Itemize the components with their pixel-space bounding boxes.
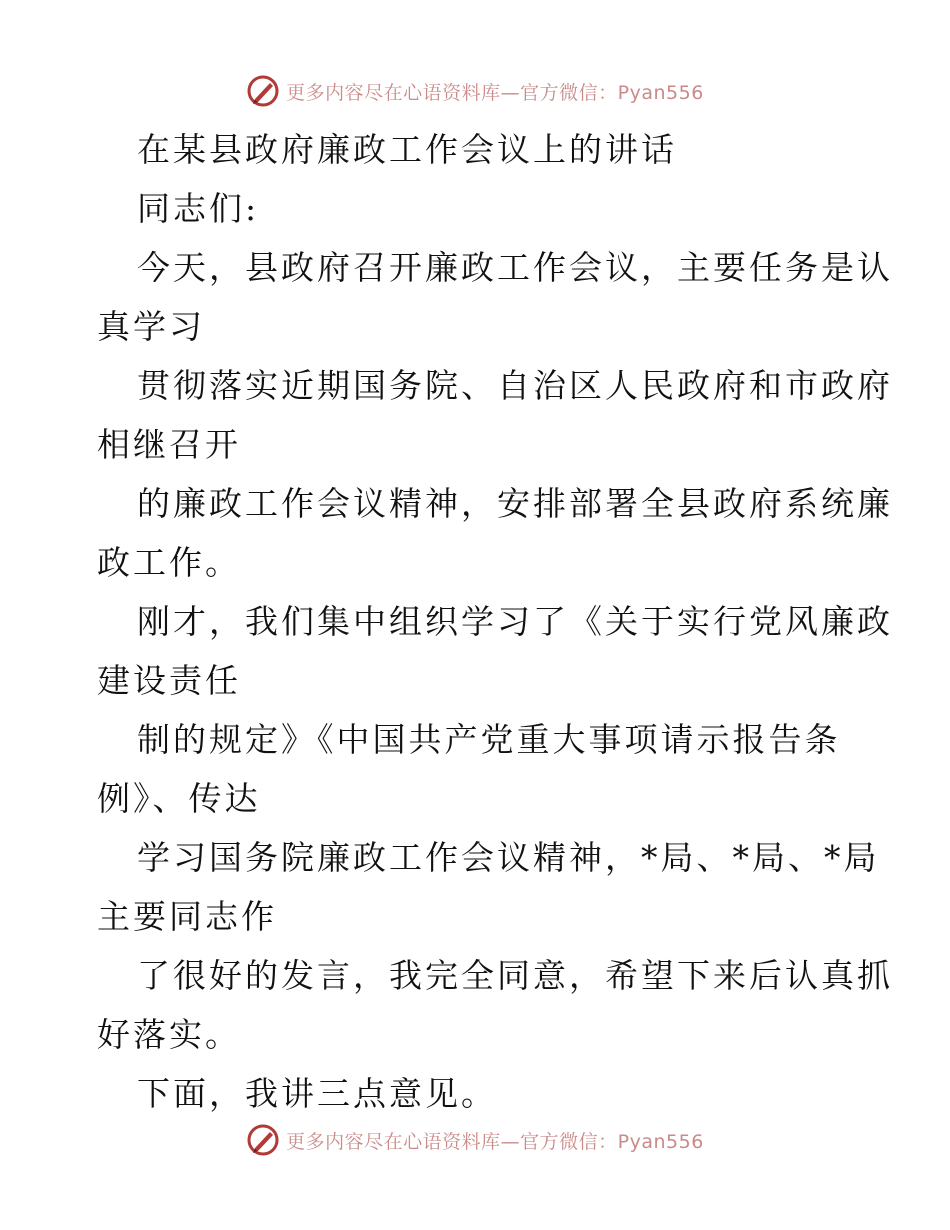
text-line: 同志们: <box>137 189 260 228</box>
pen-logo-icon <box>246 1123 280 1157</box>
text-line: 今天，县政府召开廉政工作会议，主要任务是认 <box>137 248 893 287</box>
text-line: 相继召开 <box>97 425 241 464</box>
text-line: 好落实。 <box>97 1015 241 1054</box>
text-line: 的廉政工作会议精神，安排部署全县政府系统廉 <box>137 484 893 523</box>
header-watermark <box>0 71 950 111</box>
watermark-text: 更多内容尽在心语资料库—官方微信：Pyan556 <box>286 1130 704 1153</box>
text-line: 贯彻落实近期国务院、自治区人民政府和市政府 <box>137 366 893 405</box>
text-line: 刚才，我们集中组织学习了《关于实行党风廉政 <box>137 602 893 641</box>
text-line: 建设责任 <box>97 661 241 700</box>
watermark-text: 更多内容尽在心语资料库—官方微信：Pyan556 <box>286 81 704 104</box>
document-body <box>97 120 893 1123</box>
text-line: 在某县政府廉政工作会议上的讲话 <box>137 130 677 169</box>
footer-watermark <box>0 1120 950 1160</box>
text-line: 政工作。 <box>97 543 241 582</box>
text-line: 下面，我讲三点意见。 <box>137 1074 497 1113</box>
pen-logo-icon <box>246 74 280 108</box>
text-line: 主要同志作 <box>97 897 277 936</box>
text-line: 例》、传达 <box>97 779 261 818</box>
text-line: 学习国务院廉政工作会议精神，*局、*局、*局 <box>137 838 880 877</box>
text-line: 了很好的发言，我完全同意，希望下来后认真抓 <box>137 956 893 995</box>
text-line: 制的规定》《中国共产党重大事项请示报告条 <box>137 720 841 759</box>
text-line: 真学习 <box>97 307 205 346</box>
